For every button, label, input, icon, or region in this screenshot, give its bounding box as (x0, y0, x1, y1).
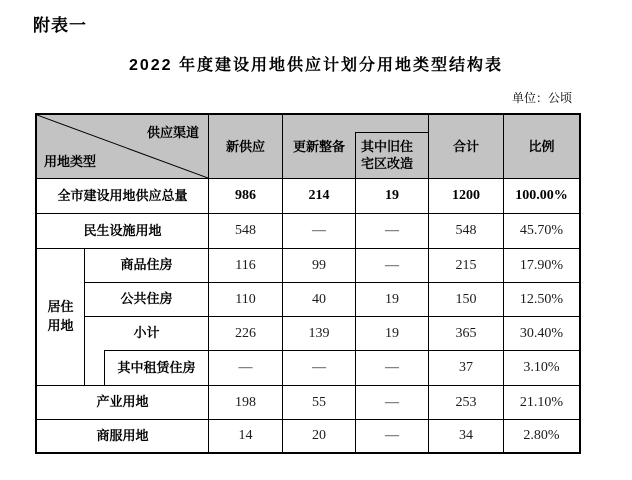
value-cell: — (208, 350, 282, 385)
value-cell: 253 (428, 385, 503, 419)
value-cell: — (355, 248, 428, 282)
value-cell: 20 (282, 419, 355, 452)
header-col-ratio: 比例 (503, 115, 579, 178)
value-cell: 116 (208, 248, 282, 282)
header-col-total: 合计 (428, 115, 503, 178)
value-cell: 100.00% (503, 179, 579, 213)
row-label-livelihood-facilities: 民生设施用地 (37, 213, 208, 248)
diagonal-header-cell (37, 115, 208, 178)
page-title: 2022 年度建设用地供应计划分用地类型结构表 (128, 57, 504, 74)
value-cell: — (355, 213, 428, 248)
value-cell: 99 (282, 248, 355, 282)
value-cell: 2.80% (503, 419, 579, 452)
row-label-subtotal: 小计 (85, 316, 208, 350)
row-label-commodity-housing: 商品住房 (85, 248, 208, 282)
value-cell: 986 (208, 179, 282, 213)
row-label-rental-housing: 其中租赁住房 (104, 350, 208, 385)
value-cell: — (355, 419, 428, 452)
header-corner-land-type: 用地类型 (44, 154, 97, 169)
value-cell: 365 (428, 316, 503, 350)
residential-land-group-cell: 居住用地 (37, 248, 85, 385)
row-label-commercial-service-land: 商服用地 (37, 419, 208, 452)
value-cell: 12.50% (503, 282, 579, 316)
value-cell: 55 (282, 385, 355, 419)
value-cell: 17.90% (503, 248, 579, 282)
value-cell: 19 (355, 316, 428, 350)
value-cell: — (355, 385, 428, 419)
value-cell: 14 (208, 419, 282, 452)
value-cell: 37 (428, 350, 503, 385)
value-cell: 139 (282, 316, 355, 350)
value-cell: 110 (208, 282, 282, 316)
row-label-industrial-land: 产业用地 (37, 385, 208, 419)
row-label-citywide-total: 全市建设用地供应总量 (57, 187, 188, 203)
value-cell: — (355, 350, 428, 385)
value-cell: 34 (428, 419, 503, 452)
value-cell: 198 (208, 385, 282, 419)
value-cell: 30.40% (503, 316, 579, 350)
land-supply-table (35, 113, 581, 454)
value-cell: — (282, 213, 355, 248)
value-cell: 1200 (428, 179, 503, 213)
value-cell: 548 (428, 213, 503, 248)
value-cell: 19 (355, 282, 428, 316)
value-cell: 21.10% (503, 385, 579, 419)
header-col-renewal: 更新整备 (282, 115, 355, 178)
table-header (37, 115, 579, 179)
value-cell: 150 (428, 282, 503, 316)
appendix-label: 附表一 (33, 16, 87, 35)
value-cell: 3.10% (503, 350, 579, 385)
value-cell: 19 (355, 179, 428, 213)
value-cell: 40 (282, 282, 355, 316)
value-cell: — (282, 350, 355, 385)
header-subcol-old-residential-renovation: 其中旧住宅区改造 (355, 132, 428, 178)
value-cell: 548 (208, 213, 282, 248)
value-cell: 214 (282, 179, 355, 213)
header-col-new-supply: 新供应 (208, 115, 282, 178)
header-corner-supply-channel: 供应渠道 (146, 125, 199, 140)
row-label-public-housing: 公共住房 (85, 282, 208, 316)
value-cell: 226 (208, 316, 282, 350)
unit-note: 单位：公顷 (511, 91, 572, 105)
value-cell: 215 (428, 248, 503, 282)
value-cell: 45.70% (503, 213, 579, 248)
